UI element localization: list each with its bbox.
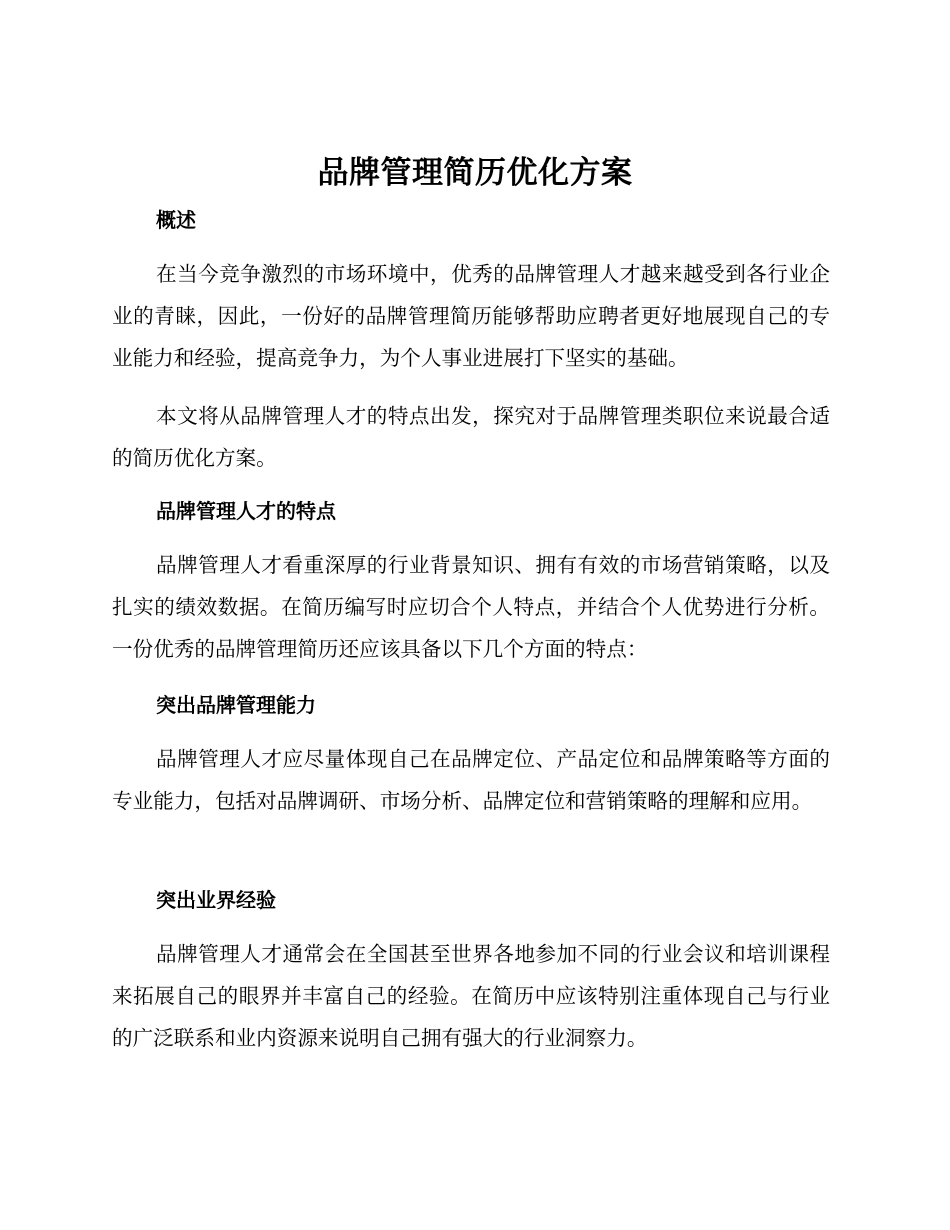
section-heading-brand-ability: 突出品牌管理能力 <box>156 693 316 717</box>
section-heading-talent-traits: 品牌管理人才的特点 <box>156 499 336 523</box>
document-title: 品牌管理简历优化方案 <box>317 155 633 191</box>
paragraph-overview-2: 本文将从品牌管理人才的特点出发，探究对于品牌管理类职位来说最合适的简历优化方案。 <box>112 404 830 470</box>
paragraph-brand-ability: 品牌管理人才应尽量体现自己在品牌定位、产品定位和品牌策略等方面的专业能力，包括对品牌调研、市场分析、品牌定位和营销策略的理解和应用。 <box>112 747 830 813</box>
paragraph-overview-1: 在当今竞争激烈的市场环境中，优秀的品牌管理人才越来越受到各行业企业的青睐，因此，一份好的品牌管理简历能够帮助应聘者更好地展现自己的专业能力和经验，提高竞争力，为个人事业进展打下坚实的基础。 <box>112 262 830 370</box>
paragraph-industry-experience: 品牌管理人才通常会在全国甚至世界各地参加不同的行业会议和培训课程来拓展自己的眼界并丰富自己的经验。在简历中应该特别注重体现自己与行业的广泛联系和业内资源来说明自己拥有强大的行业洞察力。 <box>112 942 830 1050</box>
section-heading-industry-experience: 突出业界经验 <box>156 888 276 912</box>
section-heading-overview: 概述 <box>156 208 196 232</box>
paragraph-talent-traits: 品牌管理人才看重深厚的行业背景知识、拥有有效的市场营销策略，以及扎实的绩效数据。在简历编写时应切合个人特点，并结合个人优势进行分析。一份优秀的品牌管理简历还应该具备以下几个方面的特点： <box>112 553 830 661</box>
